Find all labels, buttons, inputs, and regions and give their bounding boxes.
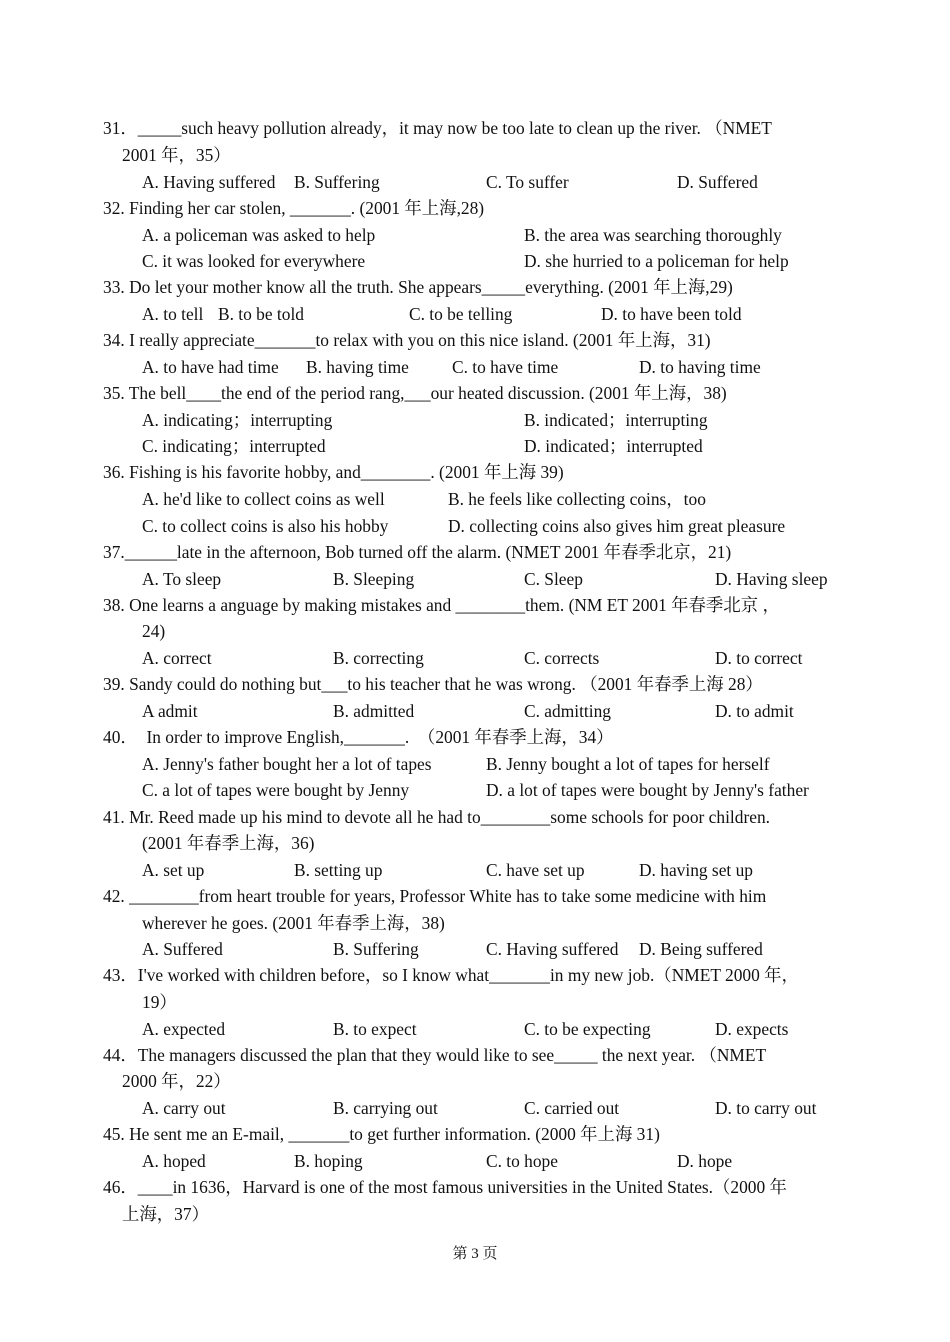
option-c: C. indicating；interrupted	[142, 436, 326, 456]
option-d: D. Being suffered	[639, 939, 763, 959]
question-stem: 42. ________from heart trouble for years, Professor White has to take some medicine with him	[103, 886, 767, 906]
option-a: A. a policeman was asked to help	[142, 225, 376, 245]
question-stem: 34. I really appreciate_______to relax with you on this nice island. (2001 年上海，31)	[103, 330, 711, 350]
question-stem: 40． In order to improve English,_______. （2001 年春季上海，34）	[103, 727, 614, 747]
option-b: B. Suffering	[294, 172, 380, 192]
option-d: D. indicated；interrupted	[524, 436, 703, 456]
option-d: D. to having time	[639, 357, 761, 377]
option-c: C. it was looked for everywhere	[142, 251, 366, 271]
option-b: B. having time	[306, 357, 409, 377]
option-b: B. Suffering	[333, 939, 419, 959]
option-b: B. setting up	[294, 860, 383, 880]
question-stem: 36. Fishing is his favorite hobby, and________. (2001 年上海 39)	[103, 462, 564, 482]
question-stem-continued: 2001 年，35）	[122, 145, 231, 165]
option-c: C. corrects	[524, 648, 600, 668]
option-d: D. to have been told	[601, 304, 742, 324]
option-a: A. expected	[142, 1019, 226, 1039]
option-b: B. Jenny bought a lot of tapes for herself	[486, 754, 770, 774]
option-a: A. he'd like to collect coins as well	[142, 489, 385, 509]
option-a: A. indicating；interrupting	[142, 410, 333, 430]
option-c: C. To suffer	[486, 172, 569, 192]
option-b: B. to expect	[333, 1019, 417, 1039]
question-stem-continued: 24)	[142, 621, 166, 641]
option-a: A. to tell	[142, 304, 204, 324]
question-stem: 44．The managers discussed the plan that they would like to see_____ the next year. （NMET	[103, 1045, 767, 1065]
option-a: A. to have had time	[142, 357, 279, 377]
option-c: C. carried out	[524, 1098, 620, 1118]
question-stem: 38. One learns a anguage by making mistakes and ________them. (NM ET 2001 年春季北京 ，	[103, 595, 780, 615]
option-b: B. indicated；interrupting	[524, 410, 708, 430]
option-c: C. a lot of tapes were bought by Jenny	[142, 780, 410, 800]
option-c: C. admitting	[524, 701, 611, 721]
option-a: A. set up	[142, 860, 205, 880]
page-number: 第 3 页	[452, 1246, 498, 1262]
option-b: B. carrying out	[333, 1098, 438, 1118]
option-c: C. to hope	[486, 1151, 558, 1171]
option-c: C. to have time	[452, 357, 559, 377]
question-stem: 45. He sent me an E-mail, _______to get further information. (2000 年上海 31)	[103, 1124, 660, 1144]
question-stem-continued: 上海，37）	[122, 1204, 209, 1224]
question-stem: 41. Mr. Reed made up his mind to devote all he had to________some schools for poor children.	[103, 807, 771, 827]
option-b: B. hoping	[294, 1151, 363, 1171]
option-a: A. hoped	[142, 1151, 206, 1171]
option-c: C. to collect coins is also his hobby	[142, 516, 389, 536]
option-b: B. correcting	[333, 648, 424, 668]
option-a: A. Suffered	[142, 939, 223, 959]
question-stem-continued: wherever he goes. (2001 年春季上海，38)	[142, 913, 445, 933]
question-stem-continued: 2000 年，22）	[122, 1071, 231, 1091]
question-stem: 31．_____such heavy pollution already，it may now be too late to clean up the river. （NMET	[103, 118, 772, 138]
question-stem: 33. Do let your mother know all the truth. She appears_____everything. (2001 年上海,29)	[103, 277, 733, 297]
option-d: D. collecting coins also gives him great pleasure	[448, 516, 786, 536]
question-stem: 46．____in 1636，Harvard is one of the most famous universities in the United States.（2000 年	[103, 1177, 787, 1197]
question-stem-continued: 19）	[142, 992, 177, 1012]
option-d: D. hope	[677, 1151, 733, 1171]
question-stem: 35. The bell____the end of the period rang,___our heated discussion. (2001 年上海，38)	[103, 383, 727, 403]
option-d: D. she hurried to a policeman for help	[524, 251, 789, 271]
option-c: C. to be telling	[409, 304, 513, 324]
option-b: B. Sleeping	[333, 569, 415, 589]
option-a: A admit	[142, 701, 198, 721]
option-d: D. to admit	[715, 701, 794, 721]
option-a: A. correct	[142, 648, 212, 668]
question-stem: 43．I've worked with children before，so I know what_______in my new job.（NMET 2000 年，	[103, 965, 799, 985]
option-a: A. Having suffered	[142, 172, 276, 192]
option-b: B. admitted	[333, 701, 415, 721]
option-d: D. to carry out	[715, 1098, 817, 1118]
option-d: D. expects	[715, 1019, 789, 1039]
option-d: D. having set up	[639, 860, 753, 880]
option-d: D. Having sleep	[715, 569, 828, 589]
option-c: C. Having suffered	[486, 939, 619, 959]
option-c: C. to be expecting	[524, 1019, 651, 1039]
option-c: C. Sleep	[524, 569, 583, 589]
option-b: B. he feels like collecting coins，too	[448, 489, 706, 509]
option-a: A. Jenny's father bought her a lot of tapes	[142, 754, 432, 774]
option-d: D. a lot of tapes were bought by Jenny's father	[486, 780, 809, 800]
question-stem-continued: (2001 年春季上海，36)	[142, 833, 315, 853]
option-d: D. to correct	[715, 648, 803, 668]
question-stem: 32. Finding her car stolen, _______. (2001 年上海,28)	[103, 198, 485, 218]
option-a: A. carry out	[142, 1098, 226, 1118]
option-c: C. have set up	[486, 860, 585, 880]
option-a: A. To sleep	[142, 569, 222, 589]
option-b: B. to be told	[218, 304, 304, 324]
option-d: D. Suffered	[677, 172, 758, 192]
question-stem: 39. Sandy could do nothing but___to his teacher that he was wrong. （2001 年春季上海 28）	[103, 674, 763, 694]
option-b: B. the area was searching thoroughly	[524, 225, 782, 245]
question-stem: 37.______late in the afternoon, Bob turned off the alarm. (NMET 2001 年春季北京，21)	[103, 542, 732, 562]
